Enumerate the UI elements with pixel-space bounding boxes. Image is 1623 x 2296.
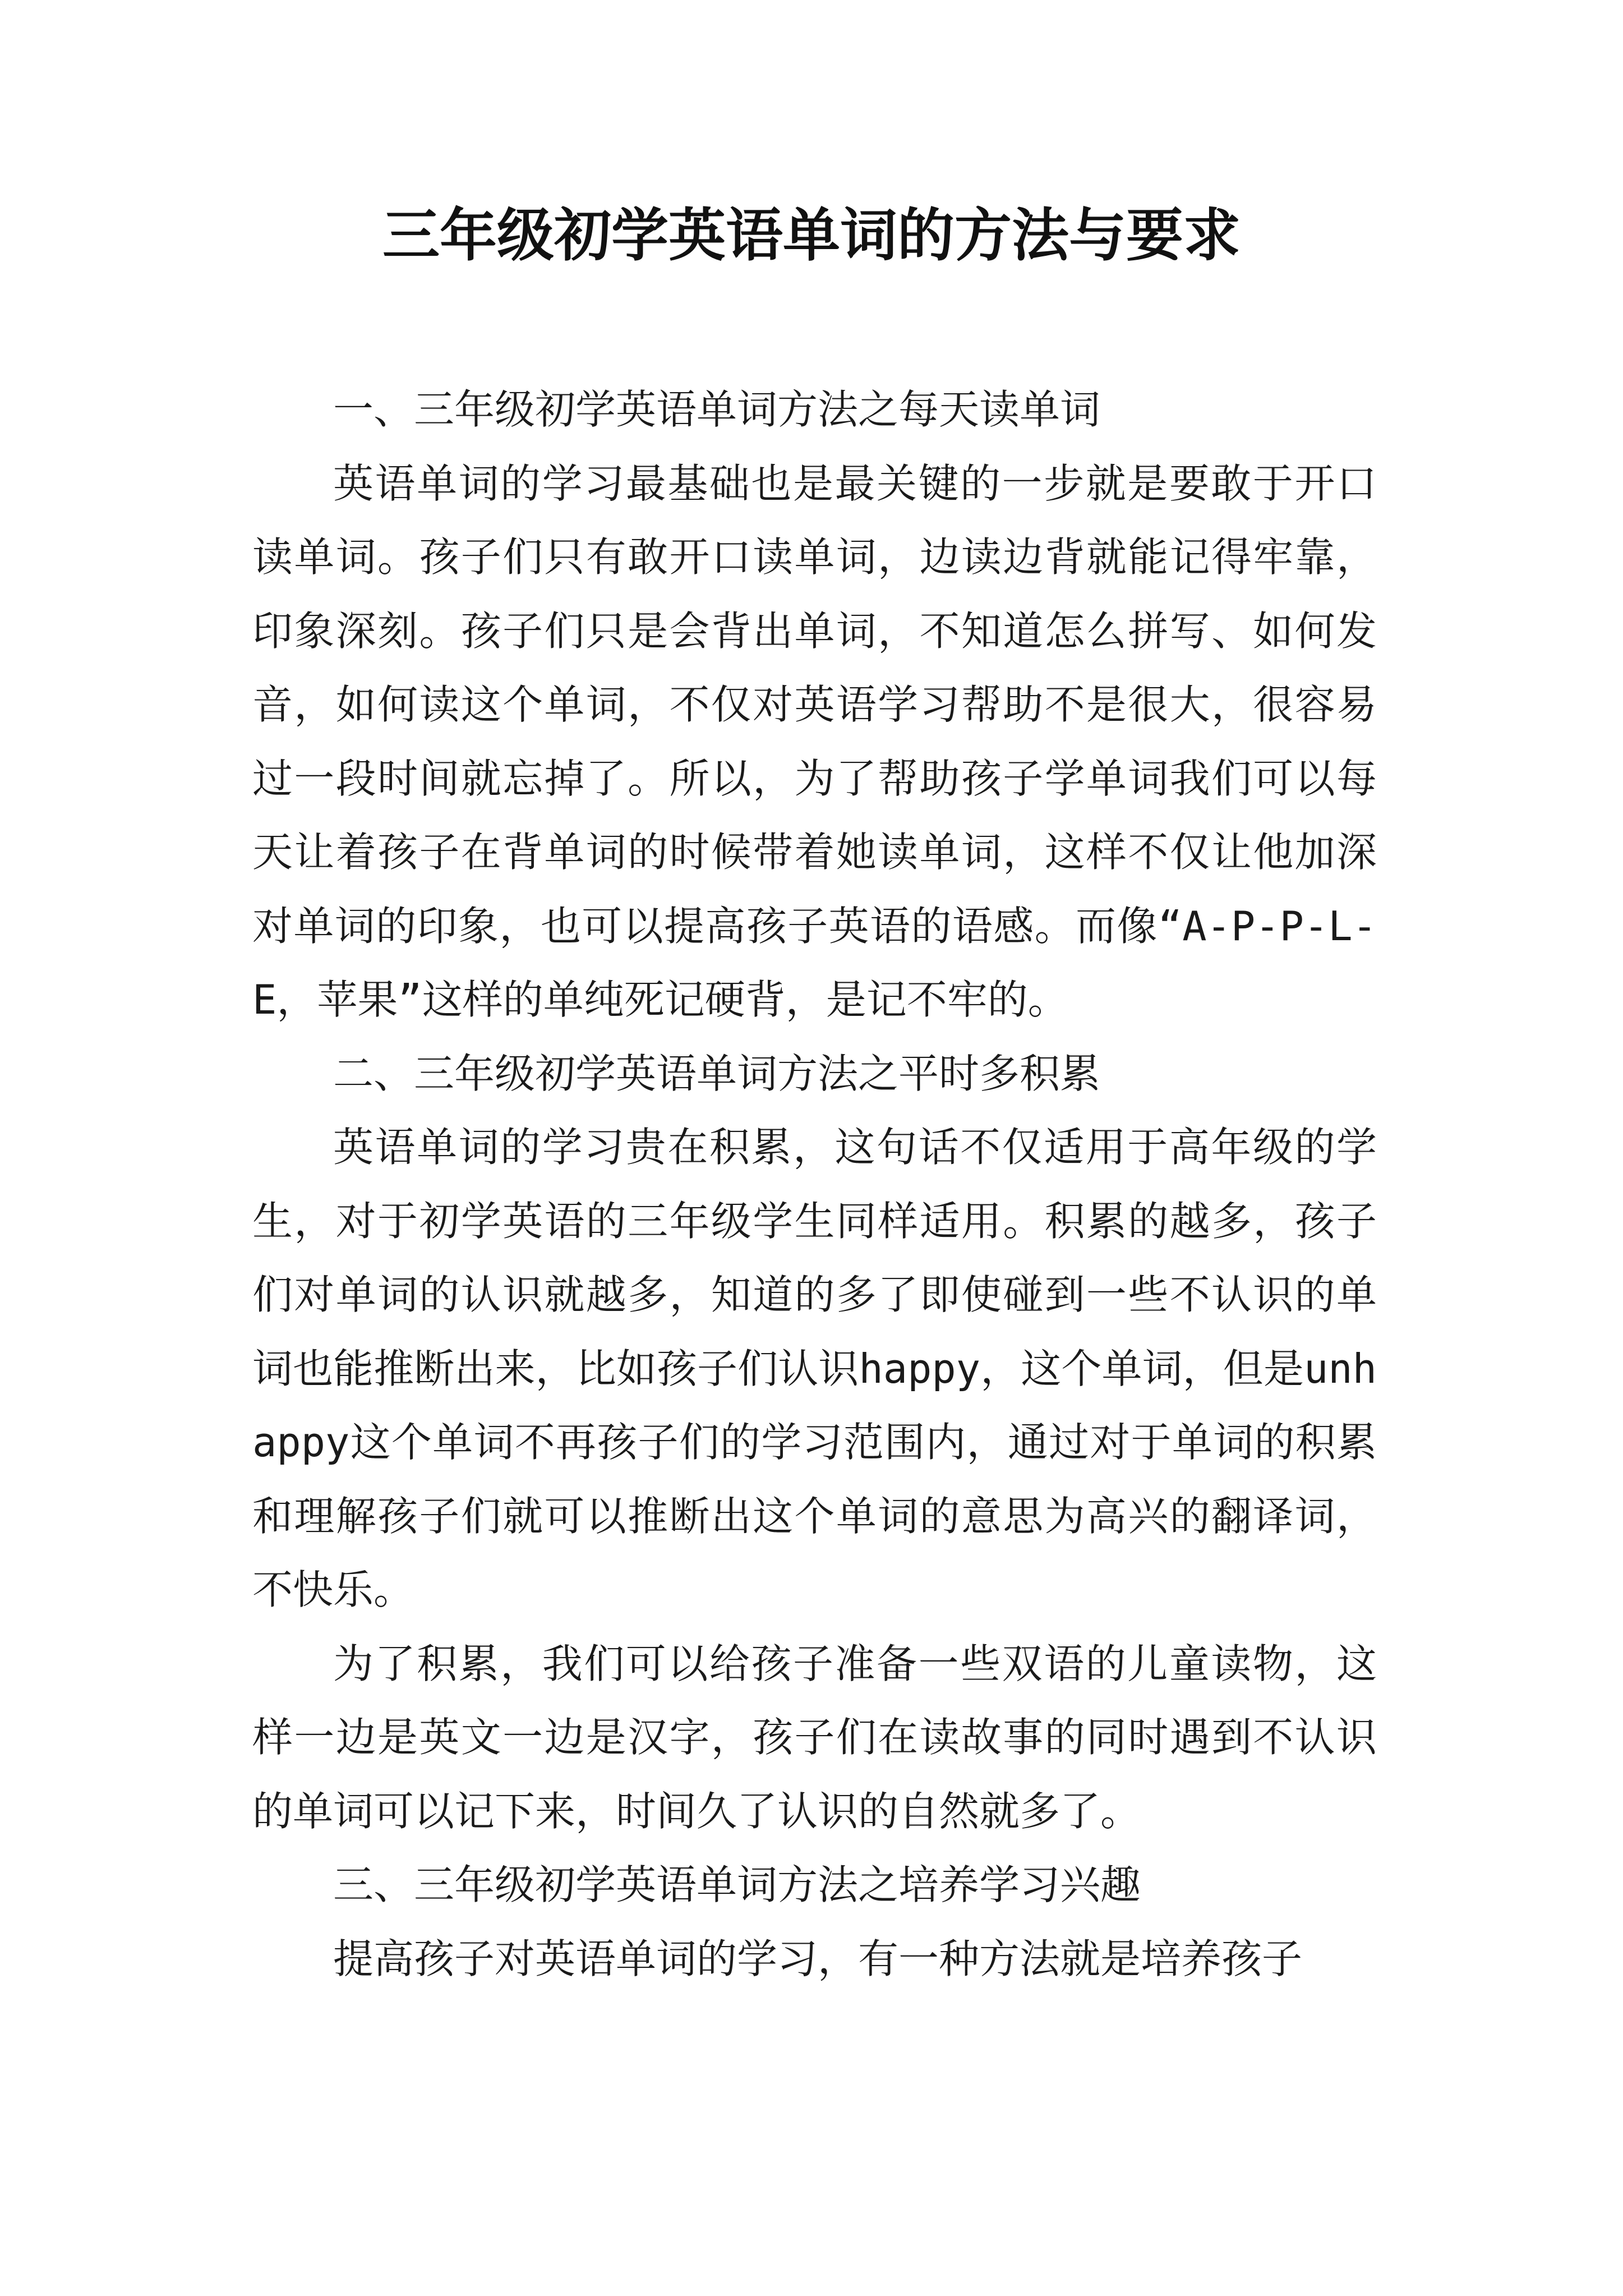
paragraph: 为了积累，我们可以给孩子准备一些双语的儿童读物，这样一边是英文一边是汉字，孩子们在读故事的同时遇到不认识的单词可以记下来，时间久了认识的自然就多了。	[252, 1640, 1377, 1835]
section-heading-1: 一、三年级初学英语单词方法之每天读单词	[333, 386, 1101, 433]
paragraph: 英语单词的学习贵在积累，这句话不仅适用于高年级的学生，对于初学英语的三年级学生同样适用。积累的越多，孩子们对单词的认识就越多，知道的多了即使碰到一些不认识的单词也能推断出来，比如孩子们认识happy，这个单词，但是unhappy这个单词不再孩子们的学习范围内，通过对于单词的积累和理解孩子们就可以推断出这个单词的意思为高兴的翻译词，不快乐。	[252, 1124, 1377, 1613]
section-heading-2: 二、三年级初学英语单词方法之平时多积累	[333, 1050, 1101, 1097]
section-heading-3: 三、三年级初学英语单词方法之培养学习兴趣	[333, 1861, 1141, 1908]
document-body	[252, 373, 1377, 1996]
paragraph: 英语单词的学习最基础也是最关键的一步就是要敢于开口读单词。孩子们只有敢开口读单词，边读边背就能记得牢靠，印象深刻。孩子们只是会背出单词，不知道怎么拼写、如何发音，如何读这个单词，不仅对英语学习帮助不是很大，很容易过一段时间就忘掉了。所以，为了帮助孩子学单词我们可以每天让着孩子在背单词的时候带着她读单词，这样不仅让他加深对单词的印象，也可以提高孩子英语的语感。而像“A-P-P-L-E，苹果”这样的单纯死记硬背，是记不牢的。	[252, 459, 1377, 1023]
document-title: 三年级初学英语单词的方法与要求	[382, 202, 1241, 269]
paragraph: 提高孩子对英语单词的学习，有一种方法就是培养孩子	[333, 1935, 1303, 1982]
